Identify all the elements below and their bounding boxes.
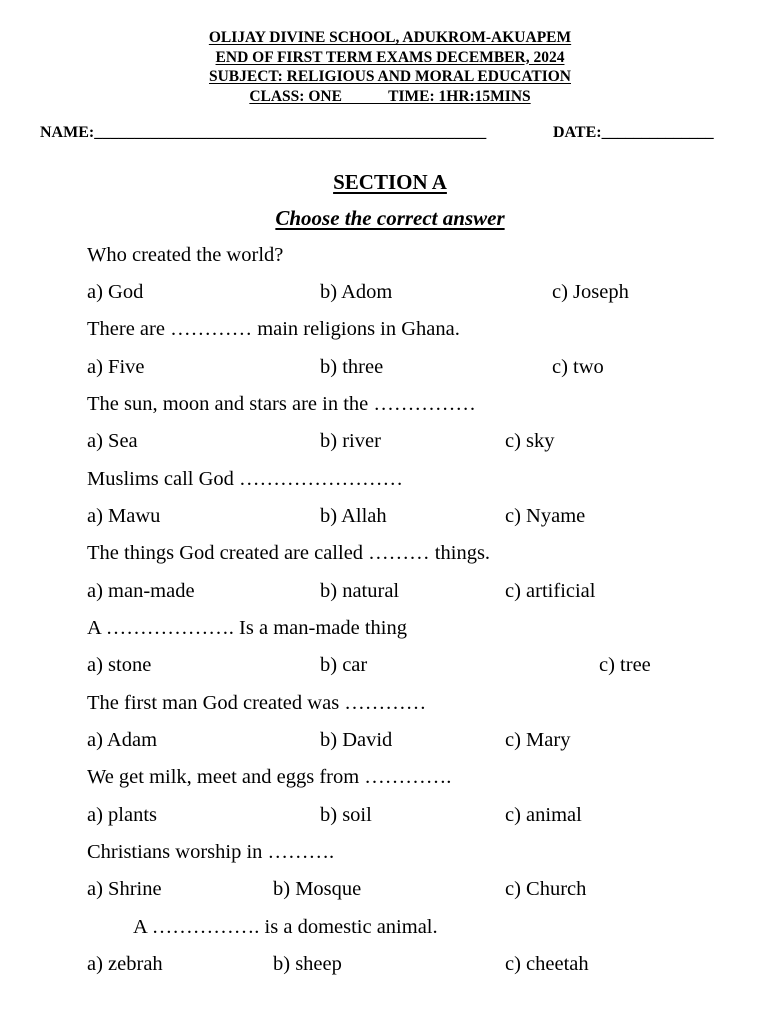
option-a: a) Mawu: [87, 505, 161, 527]
question-text: The sun, moon and stars are in the ……………: [87, 393, 476, 415]
option-b: b) car: [320, 654, 368, 676]
question-text: Who created the world?: [87, 244, 284, 266]
option-b: b) three: [320, 356, 384, 378]
option-a: a) Shrine: [87, 878, 162, 900]
class-time-line: CLASS: ONE TIME: 1HR:15MINS: [249, 87, 531, 105]
option-a: a) zebrah: [87, 953, 163, 975]
question-text: A ……………. is a domestic animal.: [133, 916, 438, 938]
question-text: The first man God created was …………: [87, 692, 427, 714]
date-field: DATE:______________: [553, 124, 714, 141]
option-b: b) river: [320, 430, 381, 452]
option-a: a) man-made: [87, 580, 195, 602]
option-a: a) Sea: [87, 430, 138, 452]
option-b: b) Allah: [320, 505, 387, 527]
option-b: b) sheep: [273, 953, 342, 975]
option-b: b) David: [320, 729, 393, 751]
option-c: c) Joseph: [552, 281, 629, 303]
option-a: a) God: [87, 281, 144, 303]
subject-line: SUBJECT: RELIGIOUS AND MORAL EDUCATION: [208, 68, 571, 85]
section-title: SECTION A: [333, 170, 447, 194]
option-c: c) artificial: [505, 580, 596, 602]
option-a: a) stone: [87, 654, 152, 676]
option-a: a) plants: [87, 804, 158, 826]
exam-header: [0, 28, 768, 106]
option-c: c) sky: [505, 430, 555, 452]
question-text: The things God created are called ……… things.: [87, 542, 491, 564]
option-c: c) animal: [505, 804, 582, 826]
option-c: c) Nyame: [505, 505, 586, 527]
question-text: We get milk, meet and eggs from ………….: [87, 766, 452, 788]
option-a: a) Five: [87, 356, 145, 378]
name-field: NAME:_________________________________________________: [40, 124, 487, 141]
question-text: A ………………. Is a man-made thing: [87, 617, 407, 639]
exam-title: END OF FIRST TERM EXAMS DECEMBER, 2024: [215, 48, 565, 66]
instructions: Choose the correct answer: [275, 206, 505, 230]
option-b: b) Adom: [320, 281, 393, 303]
option-c: c) Church: [505, 878, 587, 900]
option-c: c) tree: [599, 654, 651, 676]
question-text: There are ………… main religions in Ghana.: [87, 318, 460, 340]
option-a: a) Adam: [87, 729, 158, 751]
option-c: c) cheetah: [505, 953, 589, 975]
question-text: Muslims call God ……………………: [87, 468, 404, 490]
option-b: b) natural: [320, 580, 400, 602]
option-b: b) soil: [320, 804, 372, 826]
option-c: c) Mary: [505, 729, 571, 751]
question-text: Christians worship in ……….: [87, 841, 335, 863]
option-b: b) Mosque: [273, 878, 362, 900]
school-name: OLIJAY DIVINE SCHOOL, ADUKROM-AKUAPEM: [208, 29, 572, 46]
option-c: c) two: [552, 356, 604, 378]
